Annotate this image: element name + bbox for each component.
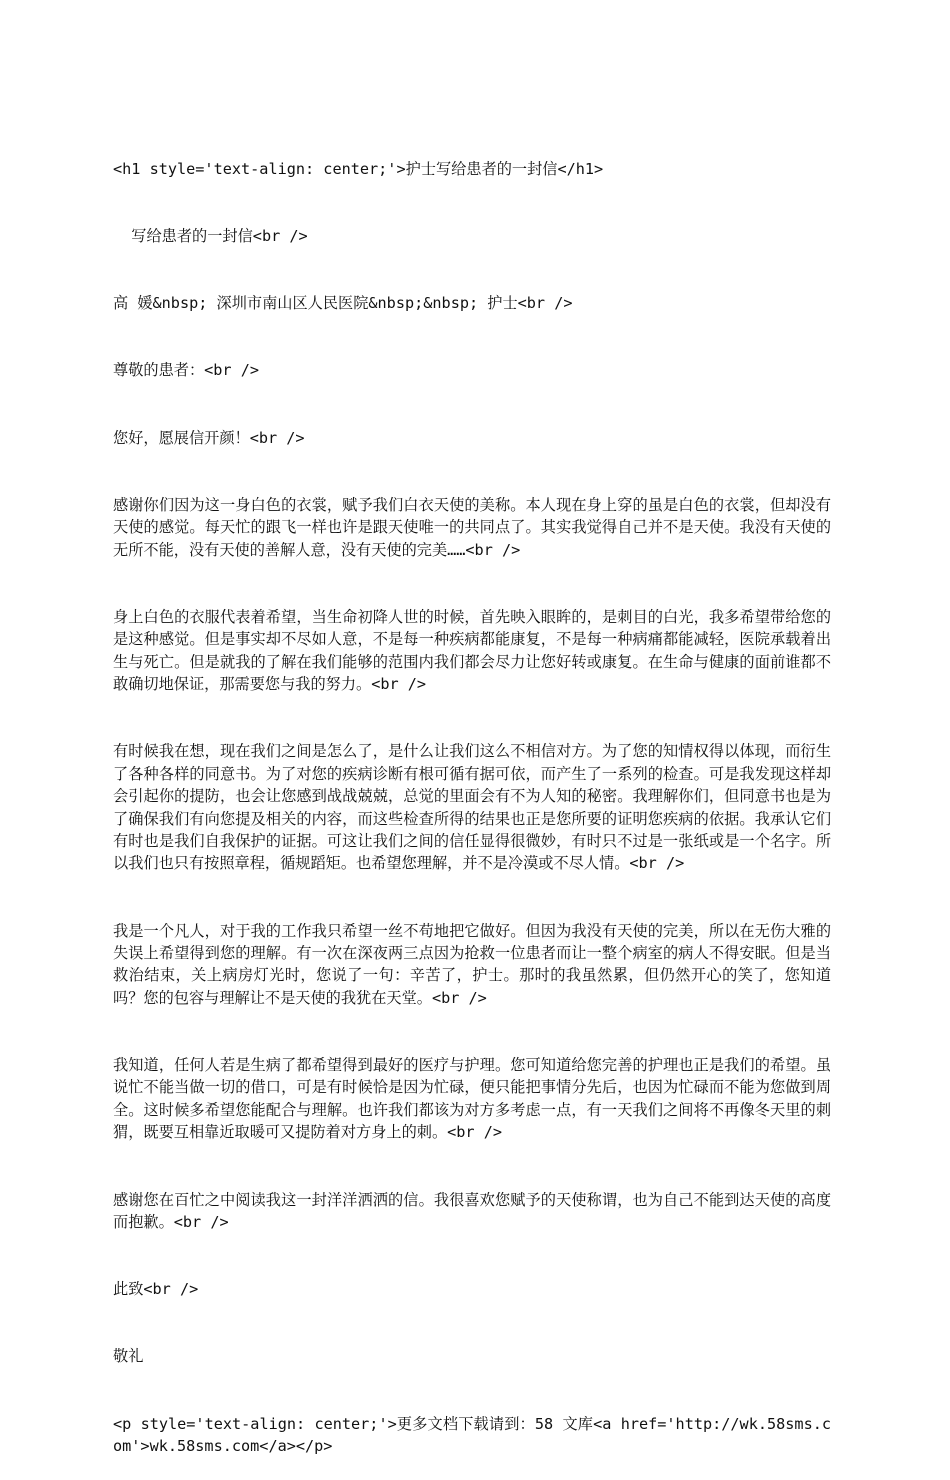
greeting-line: 您好，愿展信开颜！<br /> — [113, 428, 305, 447]
paragraph-5: 我知道，任何人若是生病了都希望得到最好的医疗与护理。您可知道给您完善的护理也正是我们的希望。虽说忙不能当做一切的借口，可是有时候恰是因为忙碌，便只能把事情分先后，也因为忙碌而不能为您做到周全。这时候多希望您能配合与理解。也许我们都该为对方多考虑一点，有一天我们之间将不再像冬天里的刺猬，既要互相靠近取暖可又提防着对方身上的刺。<br /> — [113, 1056, 831, 1142]
author-line: 高 媛&nbsp; 深圳市南山区人民医院&nbsp;&nbsp; 护士<br /> — [113, 294, 573, 313]
closing-line-1: 此致<br /> — [113, 1280, 199, 1299]
closing-line-2: 敬礼 — [113, 1347, 144, 1366]
letter-subtitle-line: 写给患者的一封信<br /> — [113, 227, 308, 246]
document-page — [113, 113, 831, 1480]
paragraph-4: 我是一个凡人，对于我的工作我只希望一丝不苟地把它做好。但因为我没有天使的完美，所以在无伤大雅的失误上希望得到您的理解。有一次在深夜两三点因为抢救一位患者而让一整个病室的病人不得安眠。但是当救治结束，关上病房灯光时，您说了一句：辛苦了，护士。那时的我虽然累，但仍然开心的笑了，您知道吗？您的包容与理解让不是天使的我犹在天堂。<br /> — [113, 921, 831, 1007]
salutation-line: 尊敬的患者：<br /> — [113, 361, 259, 380]
paragraph-2: 身上白色的衣服代表着希望，当生命初降人世的时候，首先映入眼眸的，是刺目的白光，我多希望带给您的是这种感觉。但是事实却不尽如人意，不是每一种疾病都能康复，不是每一种病痛都能减轻，医院承载着出生与死亡。但是就我的了解在我们能够的范围内我们都会尽力让您好转或康复。在生命与健康的面前谁都不敢确切地保证，那需要您与我的努力。<br /> — [113, 607, 831, 694]
paragraph-6: 感谢您在百忙之中阅读我这一封洋洋洒洒的信。我很喜欢您赋予的天使称谓，也为自己不能到达天使的高度而抱歉。<br /> — [113, 1190, 831, 1231]
paragraph-3: 有时候我在想，现在我们之间是怎么了，是什么让我们这么不相信对方。为了您的知情权得以体现，而衍生了各种各样的同意书。为了对您的疾病诊断有根可循有据可依，而产生了一系列的检查。可是我发现这样却会引起你的提防，也会让您感到战战兢兢，总觉的里面会有不为人知的秘密。我理解你们，但同意书也是为了确保我们有向您提及相关的内容，而这些检查所得的结果也正是您所要的证明您疾病的依据。我承认它们有时也是我们自我保护的证据。可这让我们之间的信任显得很微妙，有时只不过是一张纸或是一个名字。所以我们也只有按照章程，循规蹈矩。也希望您理解，并不是冷漠或不尽人情。<br /> — [113, 742, 831, 873]
html-heading-line: <h1 style='text-align: center;'>护士写给患者的一封信</h1> — [113, 159, 604, 178]
footer-html-line: <p style='text-align: center;'>更多文档下载请到：58 文库<a href='http://wk.58sms.com'>wk.58sms.com</a></p> — [113, 1414, 831, 1455]
paragraph-1: 感谢你们因为这一身白色的衣裳，赋予我们白衣天使的美称。本人现在身上穿的虽是白色的衣裳，但却没有天使的感觉。每天忙的跟飞一样也许是跟天使唯一的共同点了。其实我觉得自己并不是天使。我没有天使的无所不能，没有天使的善解人意，没有天使的完美……<br /> — [113, 495, 831, 559]
